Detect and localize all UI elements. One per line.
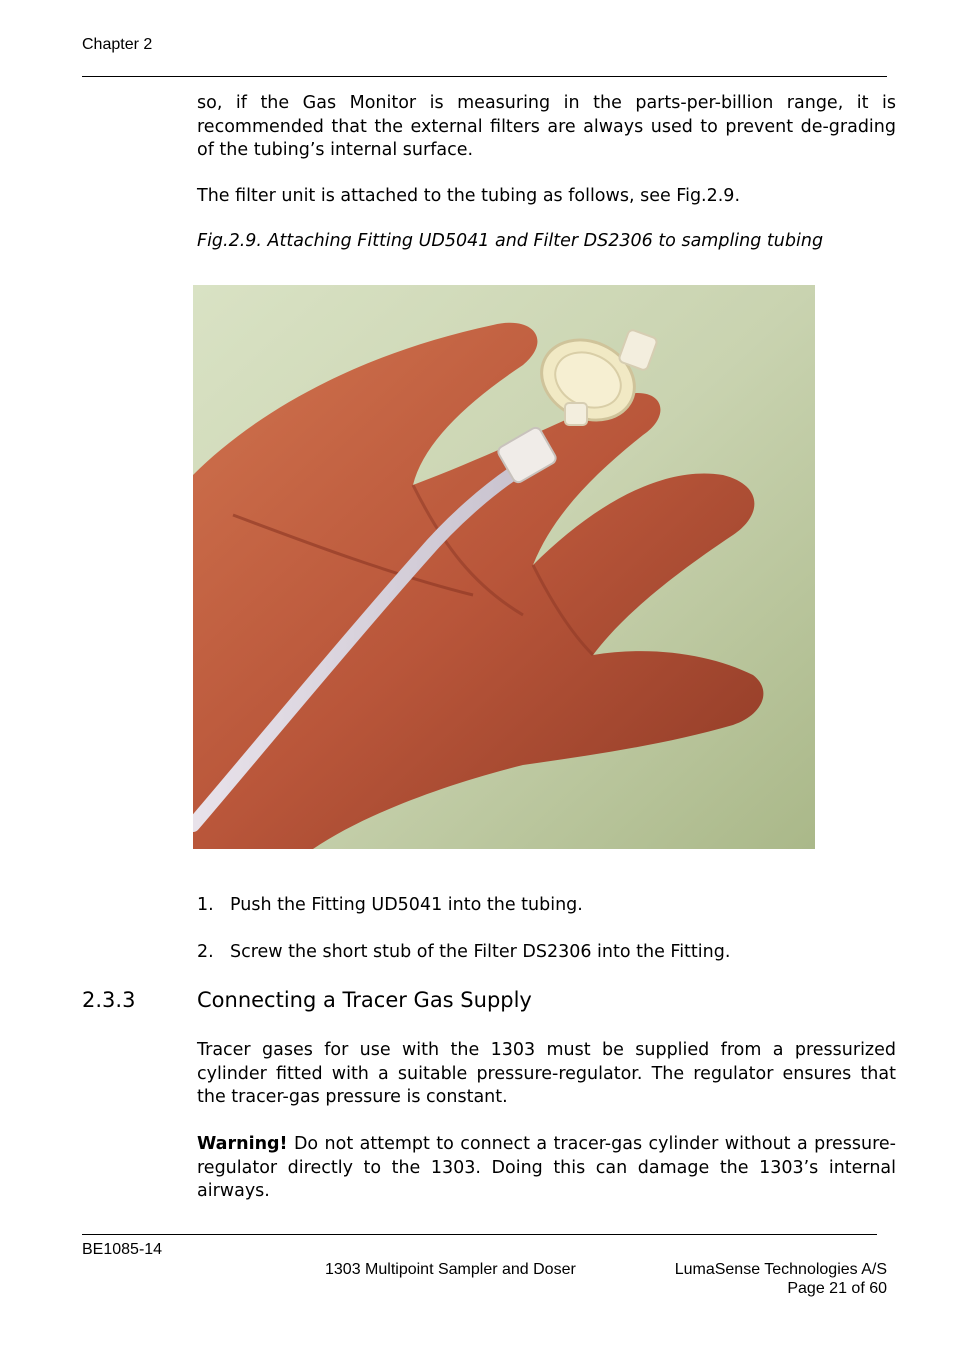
list-item-text: Push the Fitting UD5041 into the tubing.	[230, 895, 583, 915]
footer-doc-code: BE1085-14	[82, 1241, 163, 1258]
list-item	[197, 895, 583, 915]
section-title: Connecting a Tracer Gas Supply	[197, 988, 532, 1012]
list-item-number: 2.	[197, 942, 214, 962]
figure-photo-hand-filter	[193, 285, 815, 849]
running-header: Chapter 2	[82, 36, 153, 53]
paragraph-warning	[197, 1133, 896, 1204]
section-number: 2.3.3	[82, 988, 136, 1012]
footer-page-number: Page 21 of 60	[787, 1280, 887, 1297]
warning-text: Do not attempt to connect a tracer-gas cylinder without a pressure-regulator directly to the 1303. Doing this can damage the 1303’s internal airways.	[197, 1134, 896, 1201]
footer-rule	[82, 1234, 877, 1235]
header-rule	[82, 76, 887, 77]
figure-caption: Fig.2.9. Attaching Fitting UD5041 and Filter DS2306 to sampling tubing	[197, 231, 824, 251]
list-item-number: 1.	[197, 895, 214, 915]
section-heading	[82, 988, 532, 1012]
paragraph-filter-attach: The filter unit is attached to the tubing as follows, see Fig.2.9.	[197, 186, 741, 206]
paragraph-tracer-gas: Tracer gases for use with the 1303 must be supplied from a pressurized cylinder fitted with a suitable pressure-regulator. The regulator ensures that the tracer-gas pressure is constant.	[197, 1040, 896, 1107]
footer-product: 1303 Multipoint Sampler and Doser	[325, 1261, 576, 1278]
list-item-text: Screw the short stub of the Filter DS2306 into the Fitting.	[230, 942, 731, 962]
warning-label: Warning!	[197, 1134, 288, 1154]
paragraph-filters: so, if the Gas Monitor is measuring in the parts-per-billion range, it is recommended that the external filters are always used to prevent de-grading of the tubing’s internal surface.	[197, 93, 896, 160]
list-item	[197, 942, 730, 962]
footer-company: LumaSense Technologies A/S	[674, 1261, 887, 1278]
